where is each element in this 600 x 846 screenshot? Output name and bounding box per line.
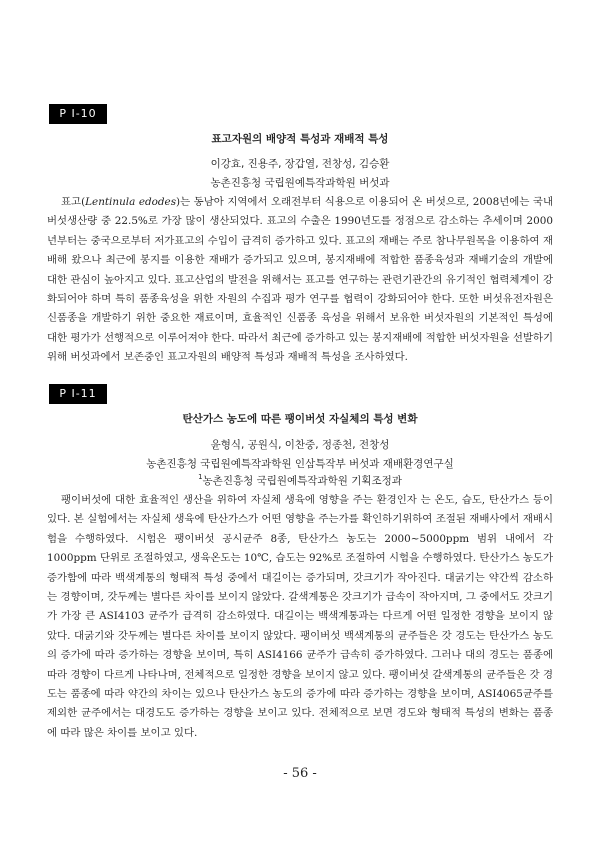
body-text: )는 동남아 지역에서 오래전부터 식용으로 이용되어 온 버섯으로, 2008년에는 국내버섯생산량 중 22.5%로 가장 많이 생산되었다. 표고의 수출은 1990년도를 정점으로 감소하는 추세이며 2000년부터는 중국으로부터 저가표고의 수입이 급격히 증가하고 있다. 표고의 재배는 주로 참나무원목을 이용하여 재배해 왔으나 최근에 봉지를 이용한 재배가 증가되고 있으며, 봉지재배에 적합한 품종육성과 재배기술의 개발에 대한 관심이 높아지고 있다. 표고산업의 발전을 위해서는 표고를 연구하는 관련기관간의 유기적인 협력체계이 강화되어야 하며 특히 품종육성을 위한 자원의 수집과 평가 연구를 협력이 강화되어야 한다. 또한 버섯유전자원은 신품종을 개발하기 위한 중요한 재료이며, 효율적인 신품종 육성을 위해서 보유한 버섯자원의 기본적인 특성에 대한 평가가 선행적으로 이루어져야 한다. 따라서 최근에 증가하고 있는 봉지재배에 적합한 버섯자원을 선발하기 위해 버섯과에서 보존중인 표고자원의 배양적 특성과 재배적 특성을 조사하였다. bbox=[47, 196, 553, 364]
affiliation-mark: 1 bbox=[198, 473, 203, 481]
section-authors-pi10: 이강효, 진용주, 장갑열, 전창성, 김승환 bbox=[210, 158, 390, 170]
section-label-pi10: P I-10 bbox=[49, 104, 107, 124]
section-affiliation-pi11-2 bbox=[0, 473, 600, 488]
species-name: Lentinula edodes bbox=[85, 196, 177, 208]
section-label-pi11: P I-11 bbox=[49, 384, 107, 404]
affiliation-text: 농촌진흥청 국립원예특작과학원 기획조정과 bbox=[202, 475, 402, 487]
section-body-pi11: 팽이버섯에 대한 효율적인 생산을 위하여 자실체 생육에 영향을 주는 환경인자 는 온도, 습도, 탄산가스 등이 있다. 본 실험에서는 자실체 생육에 탄산가스가 어떤 영향을 주는가를 확인하기위하여 조절된 재배사에서 재배시험을 수행하였다. 시험은 팽이버섯 공시균주 8종, 탄산가스 농도는 2000~5000ppm 범위 내에서 각 1000ppm 단위로 조절하였고, 생육온도는 10℃, 습도는 92%로 조절하여 시험을 수행하였다. 탄산가스 농도가 증가함에 따라 백색계통의 형태적 특성 중에서 대길이는 증가되며, 갓크기가 작아진다. 대굵기는 약간씩 감소하는 경향이며, 갓두께는 별다른 차이를 보이지 않았다. 갈색계통은 갓크기가 급속이 작아지며, 그 중에서도 갓크기가 가장 큰 ASI4103 균주가 급격히 감소하였다. 대길이는 백색계통과는 다르게 어떤 일정한 경향을 보이지 않았다. 대굵기와 갓두께는 별다른 차이를 보이지 않았다. 팽이버섯 백색계통의 균주들은 갓 경도는 탄산가스 농도의 증가에 따라 증가하는 경향을 보이며, 특히 ASI4166 균주가 급속히 증가하였다. 그러나 대의 경도는 품종에 따라 경향이 다르게 나타나며, 전체적으로 일정한 경향을 보이지 않고 있다. 팽이버섯 갈색계통의 균주들은 갓 경도는 품종에 따라 약간의 차이는 있으나 탄산가스 농도의 증가에 따라 증가하는 경향을 보이며, ASI4065균주를 제외한 균주에서는 대경도도 증가하는 경향을 보이고 있다. 전체적으로 보면 경도와 형태적 특성의 변화는 품종에 따라 많은 차이를 보이고 있다. bbox=[47, 494, 553, 739]
section-affiliation-pi11-1: 농촌진흥청 국립원예특작과학원 인삼특작부 버섯과 재배환경연구실 bbox=[146, 458, 454, 470]
section-affiliation-pi10: 농촌진흥청 국립원예특작과학원 버섯과 bbox=[210, 177, 390, 189]
section-title-pi11: 탄산가스 농도에 따른 팽이버섯 자실체의 특성 변화 bbox=[182, 413, 418, 425]
page-number: - 56 - bbox=[283, 766, 317, 781]
section-authors-pi11: 윤형식, 공원식, 이찬중, 정종천, 전창성 bbox=[210, 439, 390, 451]
section-body-pi10 bbox=[47, 193, 553, 368]
section-title-pi10: 표고자원의 배양적 특성과 재배적 특성 bbox=[211, 133, 389, 145]
body-text: 표고( bbox=[61, 196, 86, 208]
